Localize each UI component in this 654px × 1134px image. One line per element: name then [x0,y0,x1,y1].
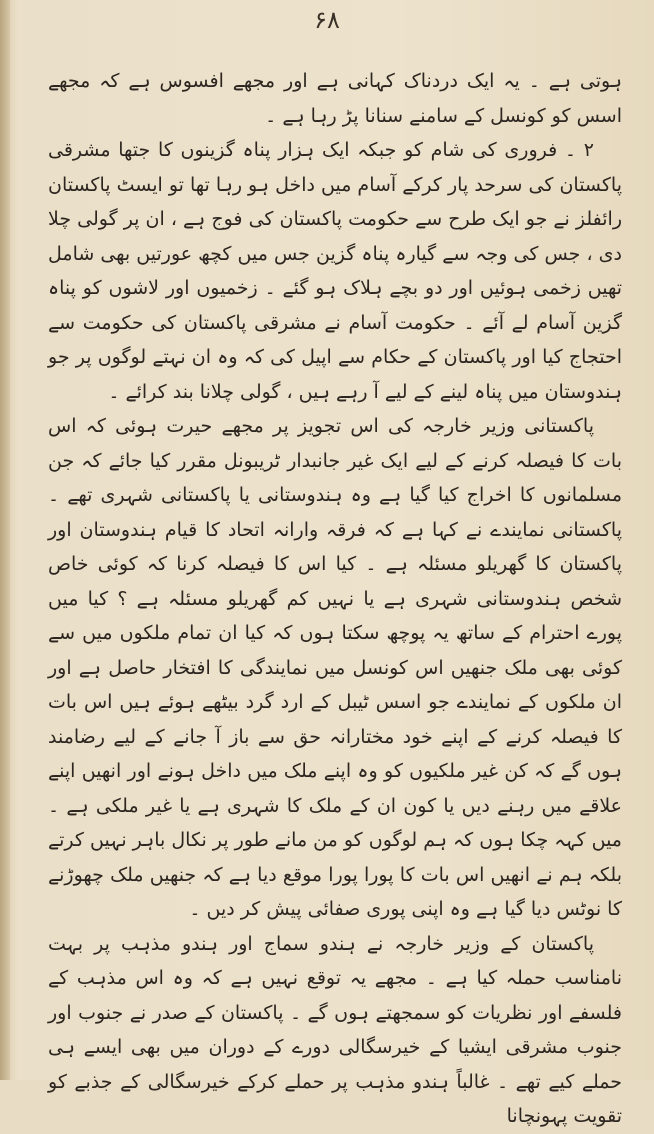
paragraph-2: ۲ ۔ فروری کی شام کو جبکہ ایک ہزار پناہ گزینوں کا جتھا مشرقی پاکستان کی سرحد پار کرکے آسام میں داخل ہو رہا تھا تو ایسٹ پاکستان رائفلز نے جو ایک طرح سے حکومت پاکستان کی فوج ہے ، ان پر گولی چلا دی ، جس کی وجہ سے گیارہ پناہ گزین جس میں کچھ عورتیں بھی شامل تھیں زخمی ہوئیں اور دو بچے ہلاک ہو گئے ۔ زخمیوں اور لاشوں کو پناہ گزین آسام لے آئے ۔ حکومت آسام نے مشرقی پاکستان کی حکومت سے احتجاج کیا اور پاکستان کے حکام سے اپیل کی کہ وہ ان نہتے لوگوں پر جو ہندوستان میں پناہ لینے کے لیے آ رہے ہیں ، گولی چلانا بند کرائے ۔ [48,139,622,403]
paragraph-1: ہوتی ہے ۔ یہ ایک دردناک کہانی ہے اور مجھے افسوس ہے کہ مجھے اسس کو کونسل کے سامنے سنانا پڑ رہا ہے ۔ [48,70,622,127]
page-number: ۶۸ [314,6,340,34]
paragraph-3: پاکستانی وزیر خارجہ کی اس تجویز پر مجھے حیرت ہوئی کہ اس بات کا فیصلہ کرنے کے لیے ایک غیر جانبدار ٹریبونل مقرر کیا جائے کہ جن مسلمانوں کا اخراج کیا گیا ہے وہ ہندوستانی یا پاکستانی شہری تھے ۔ پاکستانی نمایندے نے کہا ہے کہ فرقہ وارانہ اتحاد کا قیام ہندوستان اور پاکستان کا گھریلو مسئلہ ہے ۔ کیا اس کا فیصلہ کرنا کہ کوئی خاص شخص ہندوستانی شہری ہے یا نہیں کم گھریلو مسئلہ ہے ؟ کیا میں پورے احترام کے ساتھ یہ پوچھ سکتا ہوں کہ کیا ان تمام ملکوں میں سے کوئی بھی ملک جنھیں اس کونسل میں نمایندگی کا افتخار حاصل ہے اور ان ملکوں کے نمایندے جو اسس ٹیبل کے ارد گرد بیٹھے ہوئے ہیں اس بات کا فیصلہ کرنے کے اپنے خود مختارانہ حق سے باز آ جانے کے لیے رضامند ہوں گے کہ کن غیر ملکیوں کو وہ اپنے ملک میں داخل ہونے اور انھیں اپنے علاقے میں رہنے دیں یا کون ان کے ملک کا شہری ہے یا غیر ملکی ہے ۔ میں کہہ چکا ہوں کہ ہم لوگوں کو من مانے طور پر نکال باہر نہیں کرتے بلکہ ہم نے انھیں اس بات کا پورا پورا موقع دیا ہے کہ جنھیں ملک چھوڑنے کا نوٹس دیا گیا ہے وہ اپنی پوری صفائی پیش کر دیں ۔ [48,415,622,920]
page-binding-edge [0,0,10,1080]
paragraph-4: پاکستان کے وزیر خارجہ نے ہندو سماج اور ہندو مذہب پر بہت نامناسب حملہ کیا ہے ۔ مجھے یہ توقع نہیں ہے کہ وہ اس مذہب کے فلسفے اور نظریات کو سمجھتے ہوں گے ۔ پاکستان کے صدر نے جنوب اور جنوب مشرقی ایشیا کے خیرسگالی دورے کے دوران میں بھی ایسے ہی حملے کیے تھے ۔ غالباً ہندو مذہب پر حملے کرکے خیرسگالی کے جذبے کو تقویت پہونچانا [48,932,622,1127]
page-body-text [48,64,622,1134]
